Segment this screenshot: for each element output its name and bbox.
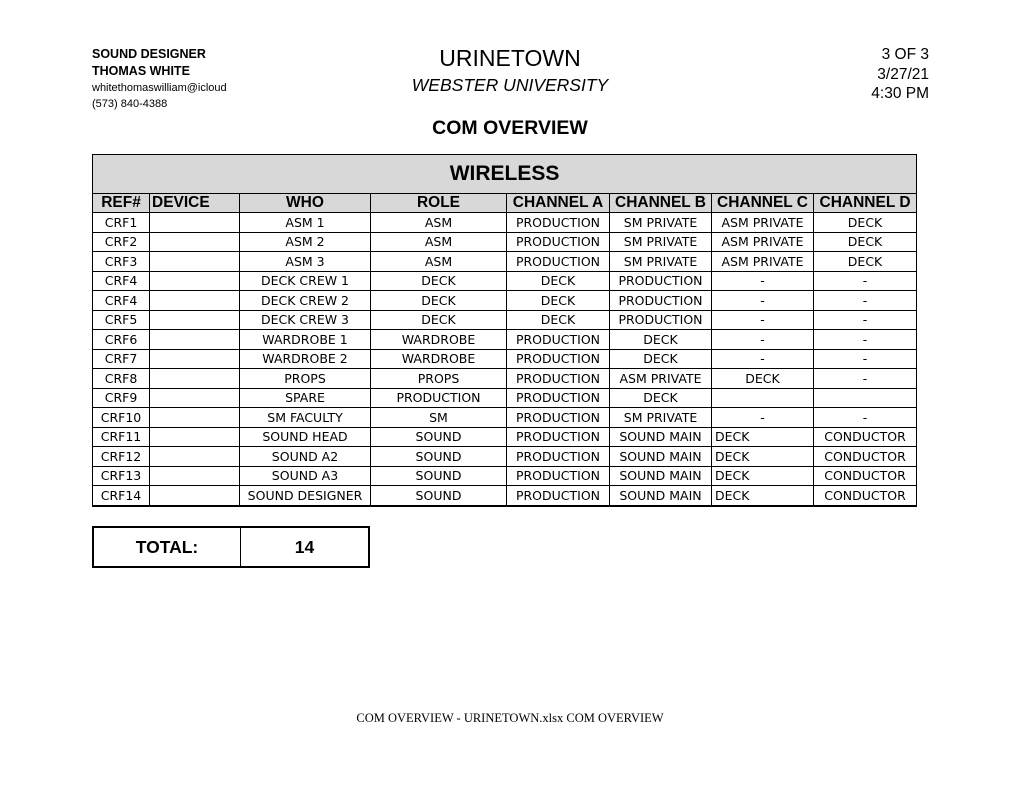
channel-d-cell: - xyxy=(814,330,917,350)
role-cell: WARDROBE xyxy=(371,330,507,350)
channel-b-cell: SM PRIVATE xyxy=(610,252,712,272)
channel-b-cell: SOUND MAIN xyxy=(610,466,712,486)
total-label: TOTAL: xyxy=(94,528,241,566)
channel-c-cell: - xyxy=(712,310,814,330)
channel-c-cell: ASM PRIVATE xyxy=(712,232,814,252)
channel-c-cell: - xyxy=(712,271,814,291)
ref-cell: CRF7 xyxy=(93,349,150,369)
channel-a-cell: PRODUCTION xyxy=(507,447,610,467)
channel-c-cell: DECK xyxy=(712,427,814,447)
channel-a-cell: PRODUCTION xyxy=(507,408,610,428)
table-row xyxy=(93,388,917,408)
ref-cell: CRF11 xyxy=(93,427,150,447)
channel-b-cell: SOUND MAIN xyxy=(610,447,712,467)
table-row xyxy=(93,291,917,311)
page-meta xyxy=(871,45,929,104)
table-row xyxy=(93,330,917,350)
ref-cell: CRF1 xyxy=(93,213,150,233)
ref-cell: CRF4 xyxy=(93,291,150,311)
channel-b-cell: DECK xyxy=(610,388,712,408)
print-time: 4:30 PM xyxy=(871,85,929,102)
device-cell xyxy=(150,291,240,311)
channel-c-cell: DECK xyxy=(712,369,814,389)
designer-phone: (573) 840-4388 xyxy=(92,98,168,110)
channel-d-cell: - xyxy=(814,408,917,428)
device-cell xyxy=(150,427,240,447)
channel-a-cell: DECK xyxy=(507,310,610,330)
who-cell: DECK CREW 3 xyxy=(240,310,371,330)
role-cell: DECK xyxy=(371,310,507,330)
device-cell xyxy=(150,408,240,428)
channel-c-cell: - xyxy=(712,291,814,311)
who-cell: ASM 3 xyxy=(240,252,371,272)
device-cell xyxy=(150,232,240,252)
show-title: URINETOWN xyxy=(439,45,581,71)
channel-c-cell: - xyxy=(712,408,814,428)
ref-cell: CRF3 xyxy=(93,252,150,272)
ref-cell: CRF9 xyxy=(93,388,150,408)
channel-a-cell: PRODUCTION xyxy=(507,369,610,389)
who-cell: WARDROBE 2 xyxy=(240,349,371,369)
channel-a-cell: DECK xyxy=(507,291,610,311)
role-cell: SOUND xyxy=(371,466,507,486)
ref-cell: CRF2 xyxy=(93,232,150,252)
channel-a-cell: PRODUCTION xyxy=(507,213,610,233)
who-cell: SOUND DESIGNER xyxy=(240,486,371,506)
channel-d-cell xyxy=(814,388,917,408)
who-cell: SPARE xyxy=(240,388,371,408)
wireless-title: WIRELESS xyxy=(93,155,917,194)
channel-a-cell: PRODUCTION xyxy=(507,232,610,252)
ref-cell: CRF4 xyxy=(93,271,150,291)
channel-c-cell: - xyxy=(712,349,814,369)
print-date: 3/27/21 xyxy=(877,65,929,83)
channel-c-cell: DECK xyxy=(712,486,814,506)
who-cell: SOUND HEAD xyxy=(240,427,371,447)
channel-a-cell: DECK xyxy=(507,271,610,291)
who-cell: ASM 2 xyxy=(240,232,371,252)
column-header: DEVICE xyxy=(150,194,240,213)
channel-c-cell: - xyxy=(712,330,814,350)
who-cell: PROPS xyxy=(240,369,371,389)
role-cell: PRODUCTION xyxy=(371,388,507,408)
column-header: CHANNEL B xyxy=(610,194,712,213)
channel-c-cell: ASM PRIVATE xyxy=(712,252,814,272)
channel-d-cell: - xyxy=(814,369,917,389)
channel-d-cell: - xyxy=(814,291,917,311)
show-venue: WEBSTER UNIVERSITY xyxy=(411,75,609,95)
role-cell: SM xyxy=(371,408,507,428)
device-cell xyxy=(150,213,240,233)
channel-b-cell: PRODUCTION xyxy=(610,310,712,330)
channel-b-cell: SM PRIVATE xyxy=(610,213,712,233)
role-cell: ASM xyxy=(371,232,507,252)
who-cell: SOUND A2 xyxy=(240,447,371,467)
channel-d-cell: DECK xyxy=(814,232,917,252)
role-cell: PROPS xyxy=(371,369,507,389)
table-row xyxy=(93,408,917,428)
channel-d-cell: CONDUCTOR xyxy=(814,427,917,447)
table-row xyxy=(93,310,917,330)
table-row xyxy=(93,349,917,369)
device-cell xyxy=(150,466,240,486)
channel-d-cell: DECK xyxy=(814,252,917,272)
column-header: WHO xyxy=(240,194,371,213)
who-cell: SM FACULTY xyxy=(240,408,371,428)
channel-b-cell: SM PRIVATE xyxy=(610,232,712,252)
role-cell: SOUND xyxy=(371,427,507,447)
channel-a-cell: PRODUCTION xyxy=(507,388,610,408)
table-row xyxy=(93,271,917,291)
channel-d-cell: - xyxy=(814,349,917,369)
ref-cell: CRF13 xyxy=(93,466,150,486)
role-cell: SOUND xyxy=(371,486,507,506)
device-cell xyxy=(150,369,240,389)
device-cell xyxy=(150,388,240,408)
role-cell: ASM xyxy=(371,252,507,272)
who-cell: SOUND A3 xyxy=(240,466,371,486)
channel-b-cell: DECK xyxy=(610,330,712,350)
column-header: CHANNEL D xyxy=(814,194,917,213)
channel-b-cell: PRODUCTION xyxy=(610,271,712,291)
channel-b-cell: DECK xyxy=(610,349,712,369)
page-footer: COM OVERVIEW - URINETOWN.xlsx COM OVERVIEW xyxy=(356,711,664,725)
channel-b-cell: SOUND MAIN xyxy=(610,486,712,506)
channel-a-cell: PRODUCTION xyxy=(507,466,610,486)
channel-a-cell: PRODUCTION xyxy=(507,349,610,369)
column-header: ROLE xyxy=(371,194,507,213)
device-cell xyxy=(150,271,240,291)
channel-c-cell: DECK xyxy=(712,466,814,486)
channel-a-cell: PRODUCTION xyxy=(507,427,610,447)
table-row xyxy=(93,213,917,233)
column-header: CHANNEL A xyxy=(507,194,610,213)
designer-role: SOUND DESIGNER xyxy=(92,47,206,61)
channel-b-cell: SM PRIVATE xyxy=(610,408,712,428)
ref-cell: CRF5 xyxy=(93,310,150,330)
ref-cell: CRF8 xyxy=(93,369,150,389)
table-row xyxy=(93,486,917,506)
channel-c-cell: ASM PRIVATE xyxy=(712,213,814,233)
device-cell xyxy=(150,486,240,506)
table-row xyxy=(93,466,917,486)
table-row xyxy=(93,427,917,447)
role-cell: ASM xyxy=(371,213,507,233)
channel-c-cell: DECK xyxy=(712,447,814,467)
channel-c-cell xyxy=(712,388,814,408)
channel-d-cell: CONDUCTOR xyxy=(814,486,917,506)
designer-info xyxy=(92,46,292,112)
device-cell xyxy=(150,330,240,350)
channel-b-cell: ASM PRIVATE xyxy=(610,369,712,389)
ref-cell: CRF6 xyxy=(93,330,150,350)
channel-a-cell: PRODUCTION xyxy=(507,330,610,350)
column-header: REF# xyxy=(93,194,150,213)
channel-d-cell: - xyxy=(814,271,917,291)
table-row xyxy=(93,447,917,467)
channel-d-cell: DECK xyxy=(814,213,917,233)
total-value: 14 xyxy=(294,536,315,557)
ref-cell: CRF10 xyxy=(93,408,150,428)
role-cell: WARDROBE xyxy=(371,349,507,369)
who-cell: DECK CREW 2 xyxy=(240,291,371,311)
channel-a-cell: PRODUCTION xyxy=(507,252,610,272)
designer-email: whitethomaswilliam@icloud xyxy=(92,82,227,94)
channel-a-cell: PRODUCTION xyxy=(507,486,610,506)
role-cell: SOUND xyxy=(371,447,507,467)
document-heading: COM OVERVIEW xyxy=(432,117,588,139)
ref-cell: CRF12 xyxy=(93,447,150,467)
channel-b-cell: SOUND MAIN xyxy=(610,427,712,447)
channel-d-cell: - xyxy=(814,310,917,330)
wireless-table xyxy=(92,154,917,507)
device-cell xyxy=(150,447,240,467)
channel-d-cell: CONDUCTOR xyxy=(814,466,917,486)
role-cell: DECK xyxy=(371,271,507,291)
device-cell xyxy=(150,349,240,369)
channel-d-cell: CONDUCTOR xyxy=(814,447,917,467)
table-row xyxy=(93,232,917,252)
device-cell xyxy=(150,310,240,330)
column-header: CHANNEL C xyxy=(712,194,814,213)
ref-cell: CRF14 xyxy=(93,486,150,506)
channel-b-cell: PRODUCTION xyxy=(610,291,712,311)
designer-name: THOMAS WHITE xyxy=(92,64,190,78)
device-cell xyxy=(150,252,240,272)
who-cell: DECK CREW 1 xyxy=(240,271,371,291)
total-box xyxy=(92,526,370,568)
table-row xyxy=(93,252,917,272)
page-number: 3 OF 3 xyxy=(881,46,929,63)
table-row xyxy=(93,369,917,389)
who-cell: WARDROBE 1 xyxy=(240,330,371,350)
role-cell: DECK xyxy=(371,291,507,311)
who-cell: ASM 1 xyxy=(240,213,371,233)
